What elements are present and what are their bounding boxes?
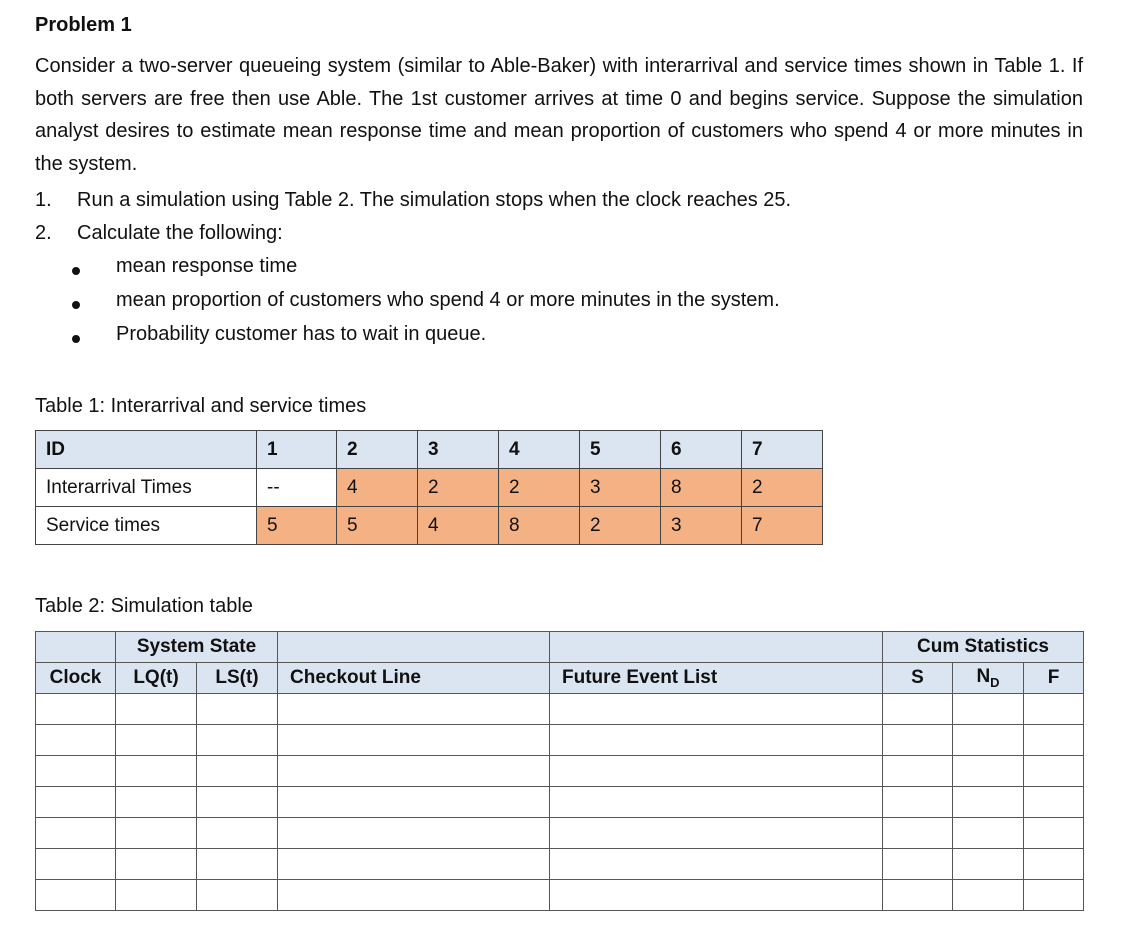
table-row [36, 694, 1084, 725]
table-row [36, 756, 1084, 787]
table2-caption: Table 2: Simulation table [35, 595, 253, 617]
blank-header-cell [550, 632, 883, 663]
future-event-list-header: Future Event List [550, 663, 883, 694]
s-cell[interactable] [883, 787, 953, 818]
blank-header-cell [36, 632, 116, 663]
step-number: 2. [35, 222, 52, 244]
s-cell[interactable] [883, 725, 953, 756]
lq-cell[interactable] [116, 787, 197, 818]
interarrival-cell: 2 [742, 469, 823, 507]
table2-header-row-1 [36, 632, 1084, 663]
service-cell: 3 [661, 507, 742, 545]
service-cell: 5 [257, 507, 337, 545]
lq-cell[interactable] [116, 756, 197, 787]
id-cell: 4 [499, 431, 580, 469]
fel-cell[interactable] [550, 694, 883, 725]
f-cell[interactable] [1024, 818, 1084, 849]
clock-cell[interactable] [36, 756, 116, 787]
clock-cell[interactable] [36, 849, 116, 880]
nd-subscript: D [990, 674, 1000, 690]
bullet-text: mean response time [116, 255, 298, 277]
f-cell[interactable] [1024, 694, 1084, 725]
checkout-cell[interactable] [278, 694, 550, 725]
table1-interarrival-row [36, 469, 823, 507]
table2-header-row-2 [36, 663, 1084, 694]
table-row [36, 725, 1084, 756]
bullet-icon [72, 335, 80, 343]
ls-cell[interactable] [197, 725, 278, 756]
id-header: ID [36, 431, 257, 469]
clock-cell[interactable] [36, 725, 116, 756]
simulation-table [35, 631, 1084, 911]
ls-cell[interactable] [197, 849, 278, 880]
interarrival-cell: 4 [337, 469, 418, 507]
step-text: Run a simulation using Table 2. The simulation stops when the clock reaches 25. [77, 189, 792, 211]
fel-cell[interactable] [550, 756, 883, 787]
table-row [36, 787, 1084, 818]
service-cell: 7 [742, 507, 823, 545]
service-cell: 5 [337, 507, 418, 545]
checkout-cell[interactable] [278, 849, 550, 880]
f-cell[interactable] [1024, 787, 1084, 818]
lq-cell[interactable] [116, 694, 197, 725]
id-cell: 7 [742, 431, 823, 469]
interarrival-cell: 8 [661, 469, 742, 507]
nd-cell[interactable] [953, 694, 1024, 725]
f-cell[interactable] [1024, 880, 1084, 911]
fel-cell[interactable] [550, 849, 883, 880]
nd-cell[interactable] [953, 756, 1024, 787]
step-number: 1. [35, 189, 52, 211]
s-cell[interactable] [883, 849, 953, 880]
f-header: F [1024, 663, 1084, 694]
nd-cell[interactable] [953, 849, 1024, 880]
ls-cell[interactable] [197, 818, 278, 849]
f-cell[interactable] [1024, 725, 1084, 756]
s-cell[interactable] [883, 880, 953, 911]
checkout-cell[interactable] [278, 818, 550, 849]
interarrival-cell: 3 [580, 469, 661, 507]
nd-cell[interactable] [953, 725, 1024, 756]
table-row [36, 880, 1084, 911]
id-cell: 2 [337, 431, 418, 469]
step-text: Calculate the following: [77, 222, 283, 244]
id-cell: 3 [418, 431, 499, 469]
problem-title: Problem 1 [35, 14, 132, 36]
service-label: Service times [36, 507, 257, 545]
cum-statistics-header: Cum Statistics [883, 632, 1084, 663]
service-cell: 8 [499, 507, 580, 545]
id-cell: 1 [257, 431, 337, 469]
interarrival-cell: 2 [499, 469, 580, 507]
s-header: S [883, 663, 953, 694]
table1-caption: Table 1: Interarrival and service times [35, 395, 367, 417]
blank-header-cell [278, 632, 550, 663]
ls-cell[interactable] [197, 756, 278, 787]
fel-cell[interactable] [550, 725, 883, 756]
fel-cell[interactable] [550, 787, 883, 818]
ls-cell[interactable] [197, 694, 278, 725]
clock-cell[interactable] [36, 787, 116, 818]
ls-cell[interactable] [197, 787, 278, 818]
fel-cell[interactable] [550, 818, 883, 849]
checkout-cell[interactable] [278, 725, 550, 756]
nd-cell[interactable] [953, 880, 1024, 911]
f-cell[interactable] [1024, 756, 1084, 787]
bullet-icon [72, 267, 80, 275]
table1-id-row [36, 431, 823, 469]
lq-header: LQ(t) [116, 663, 197, 694]
ls-cell[interactable] [197, 880, 278, 911]
checkout-cell[interactable] [278, 787, 550, 818]
fel-cell[interactable] [550, 880, 883, 911]
table-row [36, 849, 1084, 880]
nd-cell[interactable] [953, 818, 1024, 849]
table-row [36, 818, 1084, 849]
lq-cell[interactable] [116, 818, 197, 849]
id-cell: 5 [580, 431, 661, 469]
s-cell[interactable] [883, 694, 953, 725]
checkout-cell[interactable] [278, 756, 550, 787]
lq-cell[interactable] [116, 725, 197, 756]
lq-cell[interactable] [116, 849, 197, 880]
s-cell[interactable] [883, 818, 953, 849]
simulation-table-body [36, 694, 1084, 911]
nd-header [953, 663, 1024, 694]
ls-header: LS(t) [197, 663, 278, 694]
table1-service-row [36, 507, 823, 545]
interarrival-cell: -- [257, 469, 337, 507]
clock-cell[interactable] [36, 818, 116, 849]
problem-description: Consider a two-server queueing system (similar to Able-Baker) with interarrival and service times shown in Table 1. If both servers are free then use Able. The 1st customer arrives at time 0 and begins service. Suppose the simulation analyst desires to estimate mean response time and mean proportion of customers who spend 4 or more minutes in the system. [35, 55, 1083, 175]
interarrival-label: Interarrival Times [36, 469, 257, 507]
bullet-text: mean proportion of customers who spend 4 or more minutes in the system. [116, 289, 780, 311]
clock-header: Clock [36, 663, 116, 694]
system-state-header: System State [116, 632, 278, 663]
nd-cell[interactable] [953, 787, 1024, 818]
id-cell: 6 [661, 431, 742, 469]
s-cell[interactable] [883, 756, 953, 787]
bullet-icon [72, 301, 80, 309]
interarrival-service-table [35, 430, 823, 545]
f-cell[interactable] [1024, 849, 1084, 880]
checkout-cell[interactable] [278, 880, 550, 911]
service-cell: 4 [418, 507, 499, 545]
checkout-line-header: Checkout Line [278, 663, 550, 694]
bullet-text: Probability customer has to wait in queue. [116, 323, 487, 345]
nd-label: N [976, 666, 991, 688]
clock-cell[interactable] [36, 880, 116, 911]
clock-cell[interactable] [36, 694, 116, 725]
service-cell: 2 [580, 507, 661, 545]
interarrival-cell: 2 [418, 469, 499, 507]
lq-cell[interactable] [116, 880, 197, 911]
